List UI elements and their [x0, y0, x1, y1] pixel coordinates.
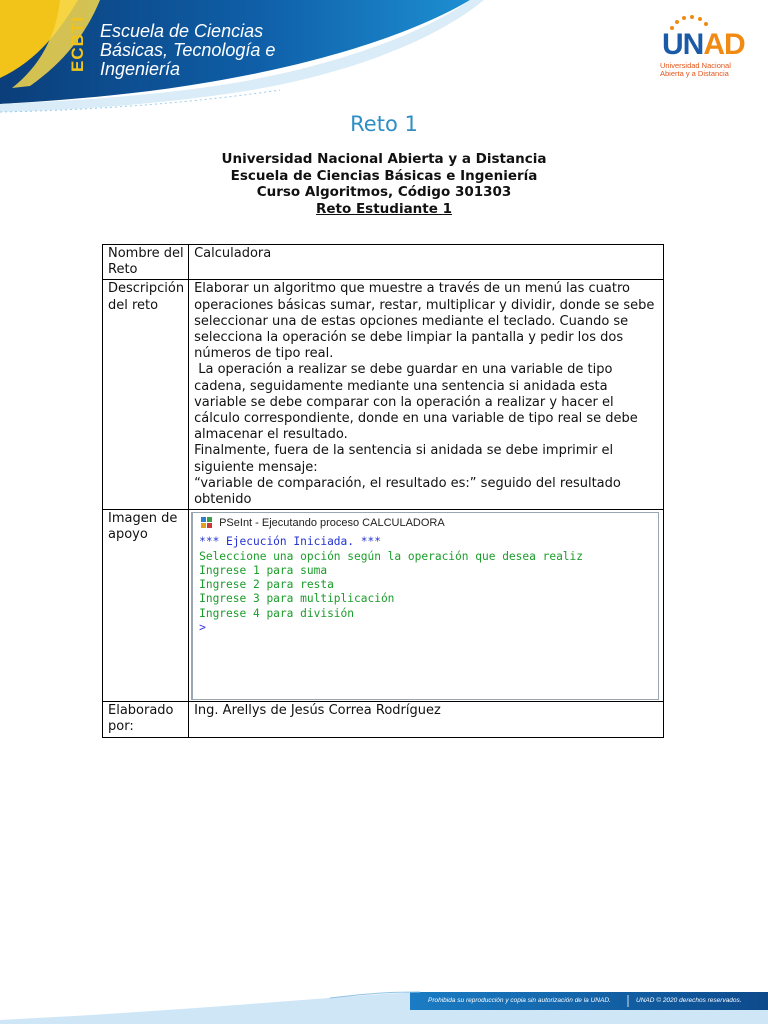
challenge-table [102, 244, 664, 738]
logo-subtitle [660, 62, 750, 78]
heading-challenge: Reto Estudiante 1 [315, 200, 452, 217]
console-line-start: *** Ejecución Iniciada. *** [199, 535, 381, 549]
table-row-name [103, 245, 664, 280]
header-banner [0, 0, 768, 120]
description-paragraph: “variable de comparación, el resultado es:” seguido del resultado obtenido [194, 475, 621, 508]
row-value-description [189, 280, 664, 510]
description-paragraph: Finalmente, fuera de la sentencia si anidada se debe imprimir el siguiente mensaje: [194, 443, 614, 475]
school-name-line: Escuela de Ciencias [100, 21, 264, 41]
logo-word-main: UN [662, 28, 704, 61]
console-prompt: > [199, 621, 206, 635]
table-row-image [103, 510, 664, 702]
row-value: Ing. Arellys de Jesús Correa Rodríguez [189, 702, 664, 737]
console-line-option: Ingrese 4 para división [199, 606, 355, 620]
footer-rights: UNAD © 2020 derechos reservados. [636, 997, 742, 1004]
school-name-line: Básicas, Tecnología e [100, 40, 276, 60]
page-title: Reto 1 [350, 112, 418, 136]
console-line-option: Ingrese 3 para multiplicación [199, 592, 395, 606]
pseint-app-icon [201, 517, 213, 529]
unad-logo [656, 18, 746, 80]
console-window-title: PSeInt - Ejecutando proceso CALCULADORA [219, 517, 445, 530]
footer-banner [0, 980, 768, 1024]
logo-word-accent: AD [703, 28, 745, 61]
row-label: Elaborado por: [103, 702, 189, 737]
console-line-option: Ingrese 1 para suma [199, 563, 328, 577]
logo-subtitle-line: Abierta y a Distancia [660, 69, 729, 78]
table-row-description [103, 280, 664, 510]
heading-school: Escuela de Ciencias Básicas e Ingeniería [230, 167, 538, 184]
console-titlebar [193, 513, 658, 533]
console-line-select: Seleccione una opción según la operación que desea realiz [199, 549, 584, 563]
console-line-option: Ingrese 2 para resta [199, 578, 334, 592]
console-screenshot [191, 512, 659, 700]
row-label: Imagen de apoyo [103, 510, 189, 702]
logo-word [662, 28, 745, 62]
console-output [193, 533, 658, 635]
logo-subtitle-line: Universidad Nacional [660, 61, 731, 70]
document-headings [0, 151, 768, 217]
row-value-image [189, 510, 664, 702]
school-name [100, 22, 275, 79]
footer-notice: Prohibida su reproducción y copia sin autorización de la UNAD. [428, 997, 611, 1004]
row-label: Descripción del reto [103, 280, 189, 510]
heading-university: Universidad Nacional Abierta y a Distancia [221, 151, 547, 167]
row-value: Calculadora [189, 245, 664, 280]
heading-course: Curso Algoritmos, Código 301303 [256, 184, 512, 200]
ecbti-label: ECBTI [68, 16, 87, 72]
school-name-line: Ingeniería [100, 59, 181, 79]
description-paragraph: La operación a realizar se debe guardar en una variable de tipo cadena, seguidamente mediante una sentencia si anidada esta variable se debe comparar con la operación a realizar y hacer el cálculo correspondiente, donde en una variable de tipo real se debe almacenar el resultado. [194, 362, 642, 443]
description-paragraph: Elaborar un algoritmo que muestre a través de un menú las cuatro operaciones básicas sumar, restar, multiplicar y dividir, donde se sebe seleccionar una de estas opciones mediante el teclado. Cuando se selecciona la operación se debe limpiar la pantalla y pedir los dos números de tipo real. [194, 281, 655, 362]
table-row-author [103, 702, 664, 737]
row-label: Nombre del Reto [103, 245, 189, 280]
